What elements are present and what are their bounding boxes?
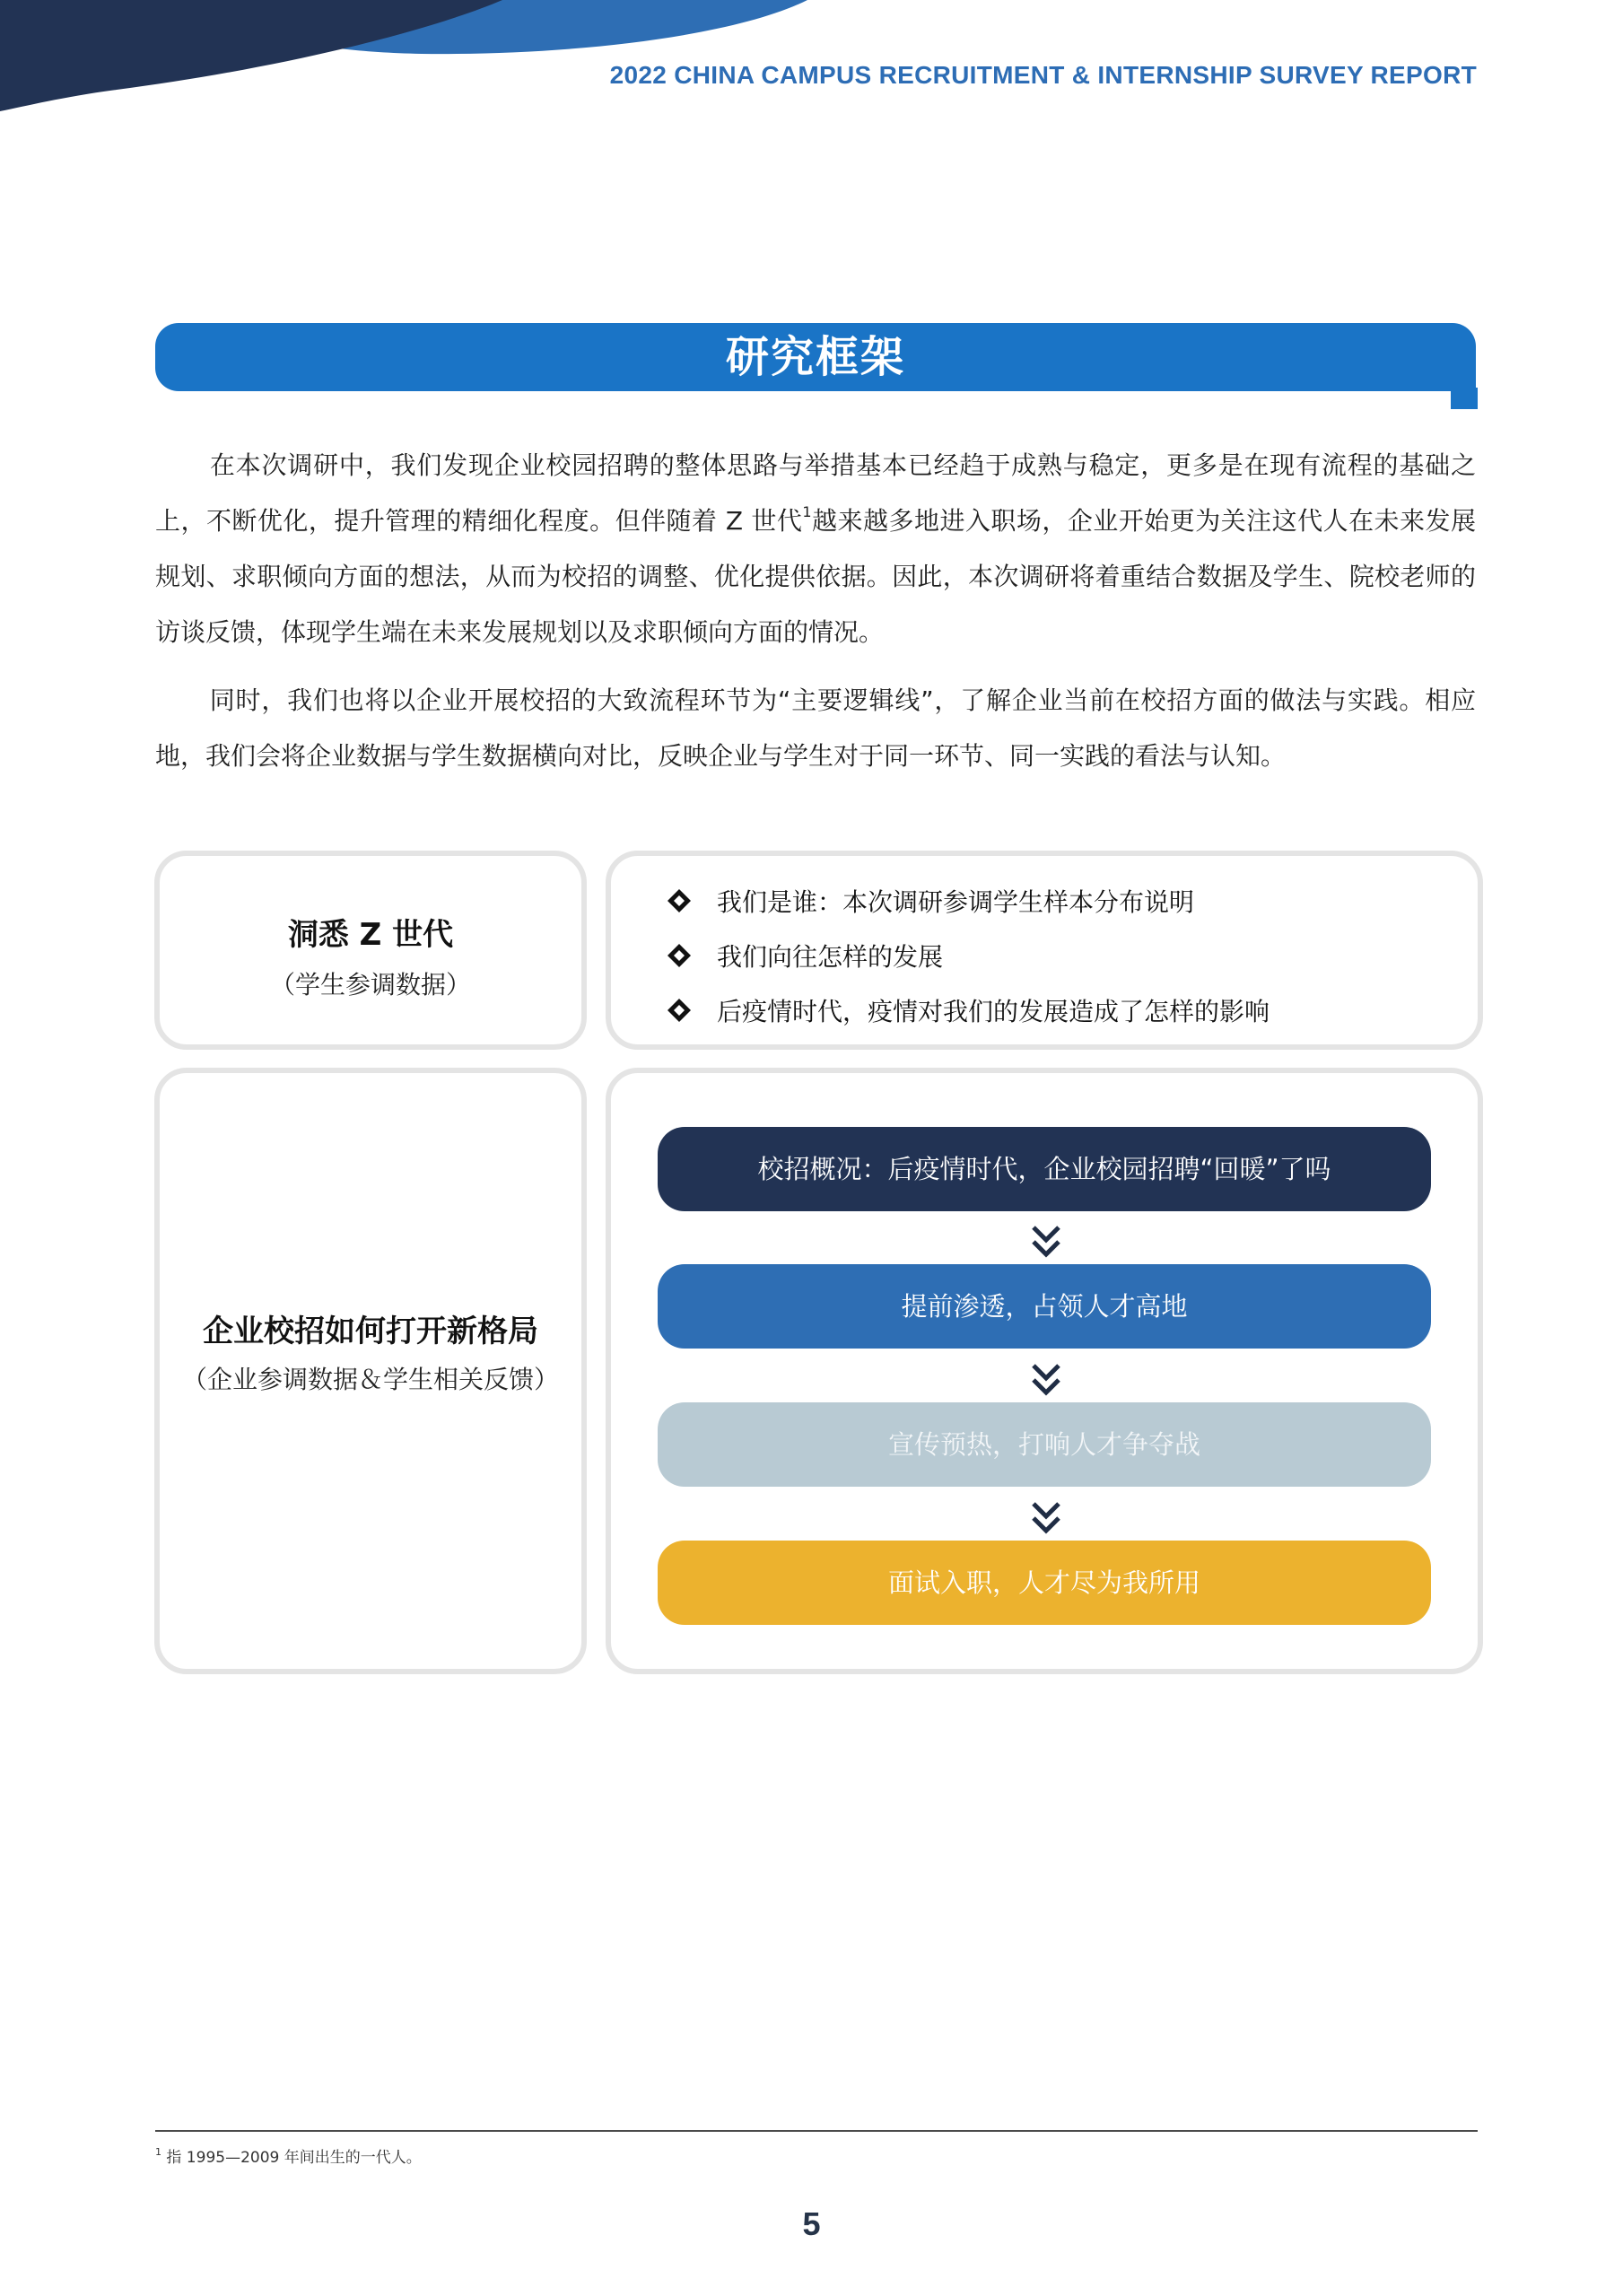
campus-flow-box [606,1068,1483,1674]
flow-step-promotion: 宣传预热，打响人才争夺战 [658,1402,1431,1487]
footnote-marker: 1 [802,503,812,520]
list-item: 我们向往怎样的发展 [661,938,943,973]
report-header-title: 2022 CHINA CAMPUS RECRUITMENT & INTERNSHIP SURVEY REPORT [609,61,1477,89]
flow-step-interview-onboarding: 面试入职，人才尽为我所用 [658,1541,1431,1625]
header-wave-decoration [0,0,897,117]
list-item: 我们是谁：本次调研参调学生样本分布说明 [661,883,1194,919]
footnote: $^1$ 指 1995—2009 年间出生的一代人。 [155,2146,422,2167]
intro-paragraph-1: 在本次调研中，我们发现企业校园招聘的整体思路与举措基本已经趋于成熟与稳定，更多是在现有流程的基础之上，不断优化，提升管理的精细化程度。但伴随着 Z 世代$^1$越来越多地进入职场，企业开始更为关注这代人在未来发展规划、求职倾向方面的想法，从而为校招的调整、优化提供依据。因此，本次调研将着重结合数据及学生、院校老师的访谈反馈，体现学生端在未来发展规划以及求职倾向方面的情况。 [155,450,1476,647]
campus-heading: 企业校招如何打开新格局 [203,1314,538,1349]
diamond-bullet-icon [661,887,697,914]
z-gen-label-box [154,851,587,1050]
diamond-bullet-icon [661,997,697,1024]
section-banner [155,323,1476,391]
z-gen-subheading: （学生参调数据） [269,970,471,1000]
section-title: 研究框架 [725,332,905,382]
double-chevron-down-icon [1030,1362,1062,1398]
flow-step-early-penetration: 提前渗透，占领人才高地 [658,1264,1431,1349]
list-item: 后疫情时代，疫情对我们的发展造成了怎样的影响 [661,992,1270,1028]
double-chevron-down-icon [1030,1500,1062,1536]
double-chevron-down-icon [1030,1224,1062,1260]
z-gen-heading: 洞悉 Z 世代 [287,917,454,953]
diamond-bullet-icon [661,942,697,969]
page-number: 5 [802,2205,821,2242]
footnote-divider [155,2130,1478,2132]
intro-paragraph-2: 同时，我们也将以企业开展校招的大致流程环节为“主要逻辑线”，了解企业当前在校招方面的做法与实践。相应地，我们会将企业数据与学生数据横向对比，反映企业与学生对于同一环节、同一实践的看法与认知。 [155,685,1476,771]
z-gen-topics-box [606,851,1483,1050]
campus-label-box [154,1068,587,1674]
flow-step-overview: 校招概况：后疫情时代，企业校园招聘“回暖”了吗 [658,1127,1431,1211]
campus-subheading: （企业参调数据＆学生相关反馈） [181,1365,559,1394]
